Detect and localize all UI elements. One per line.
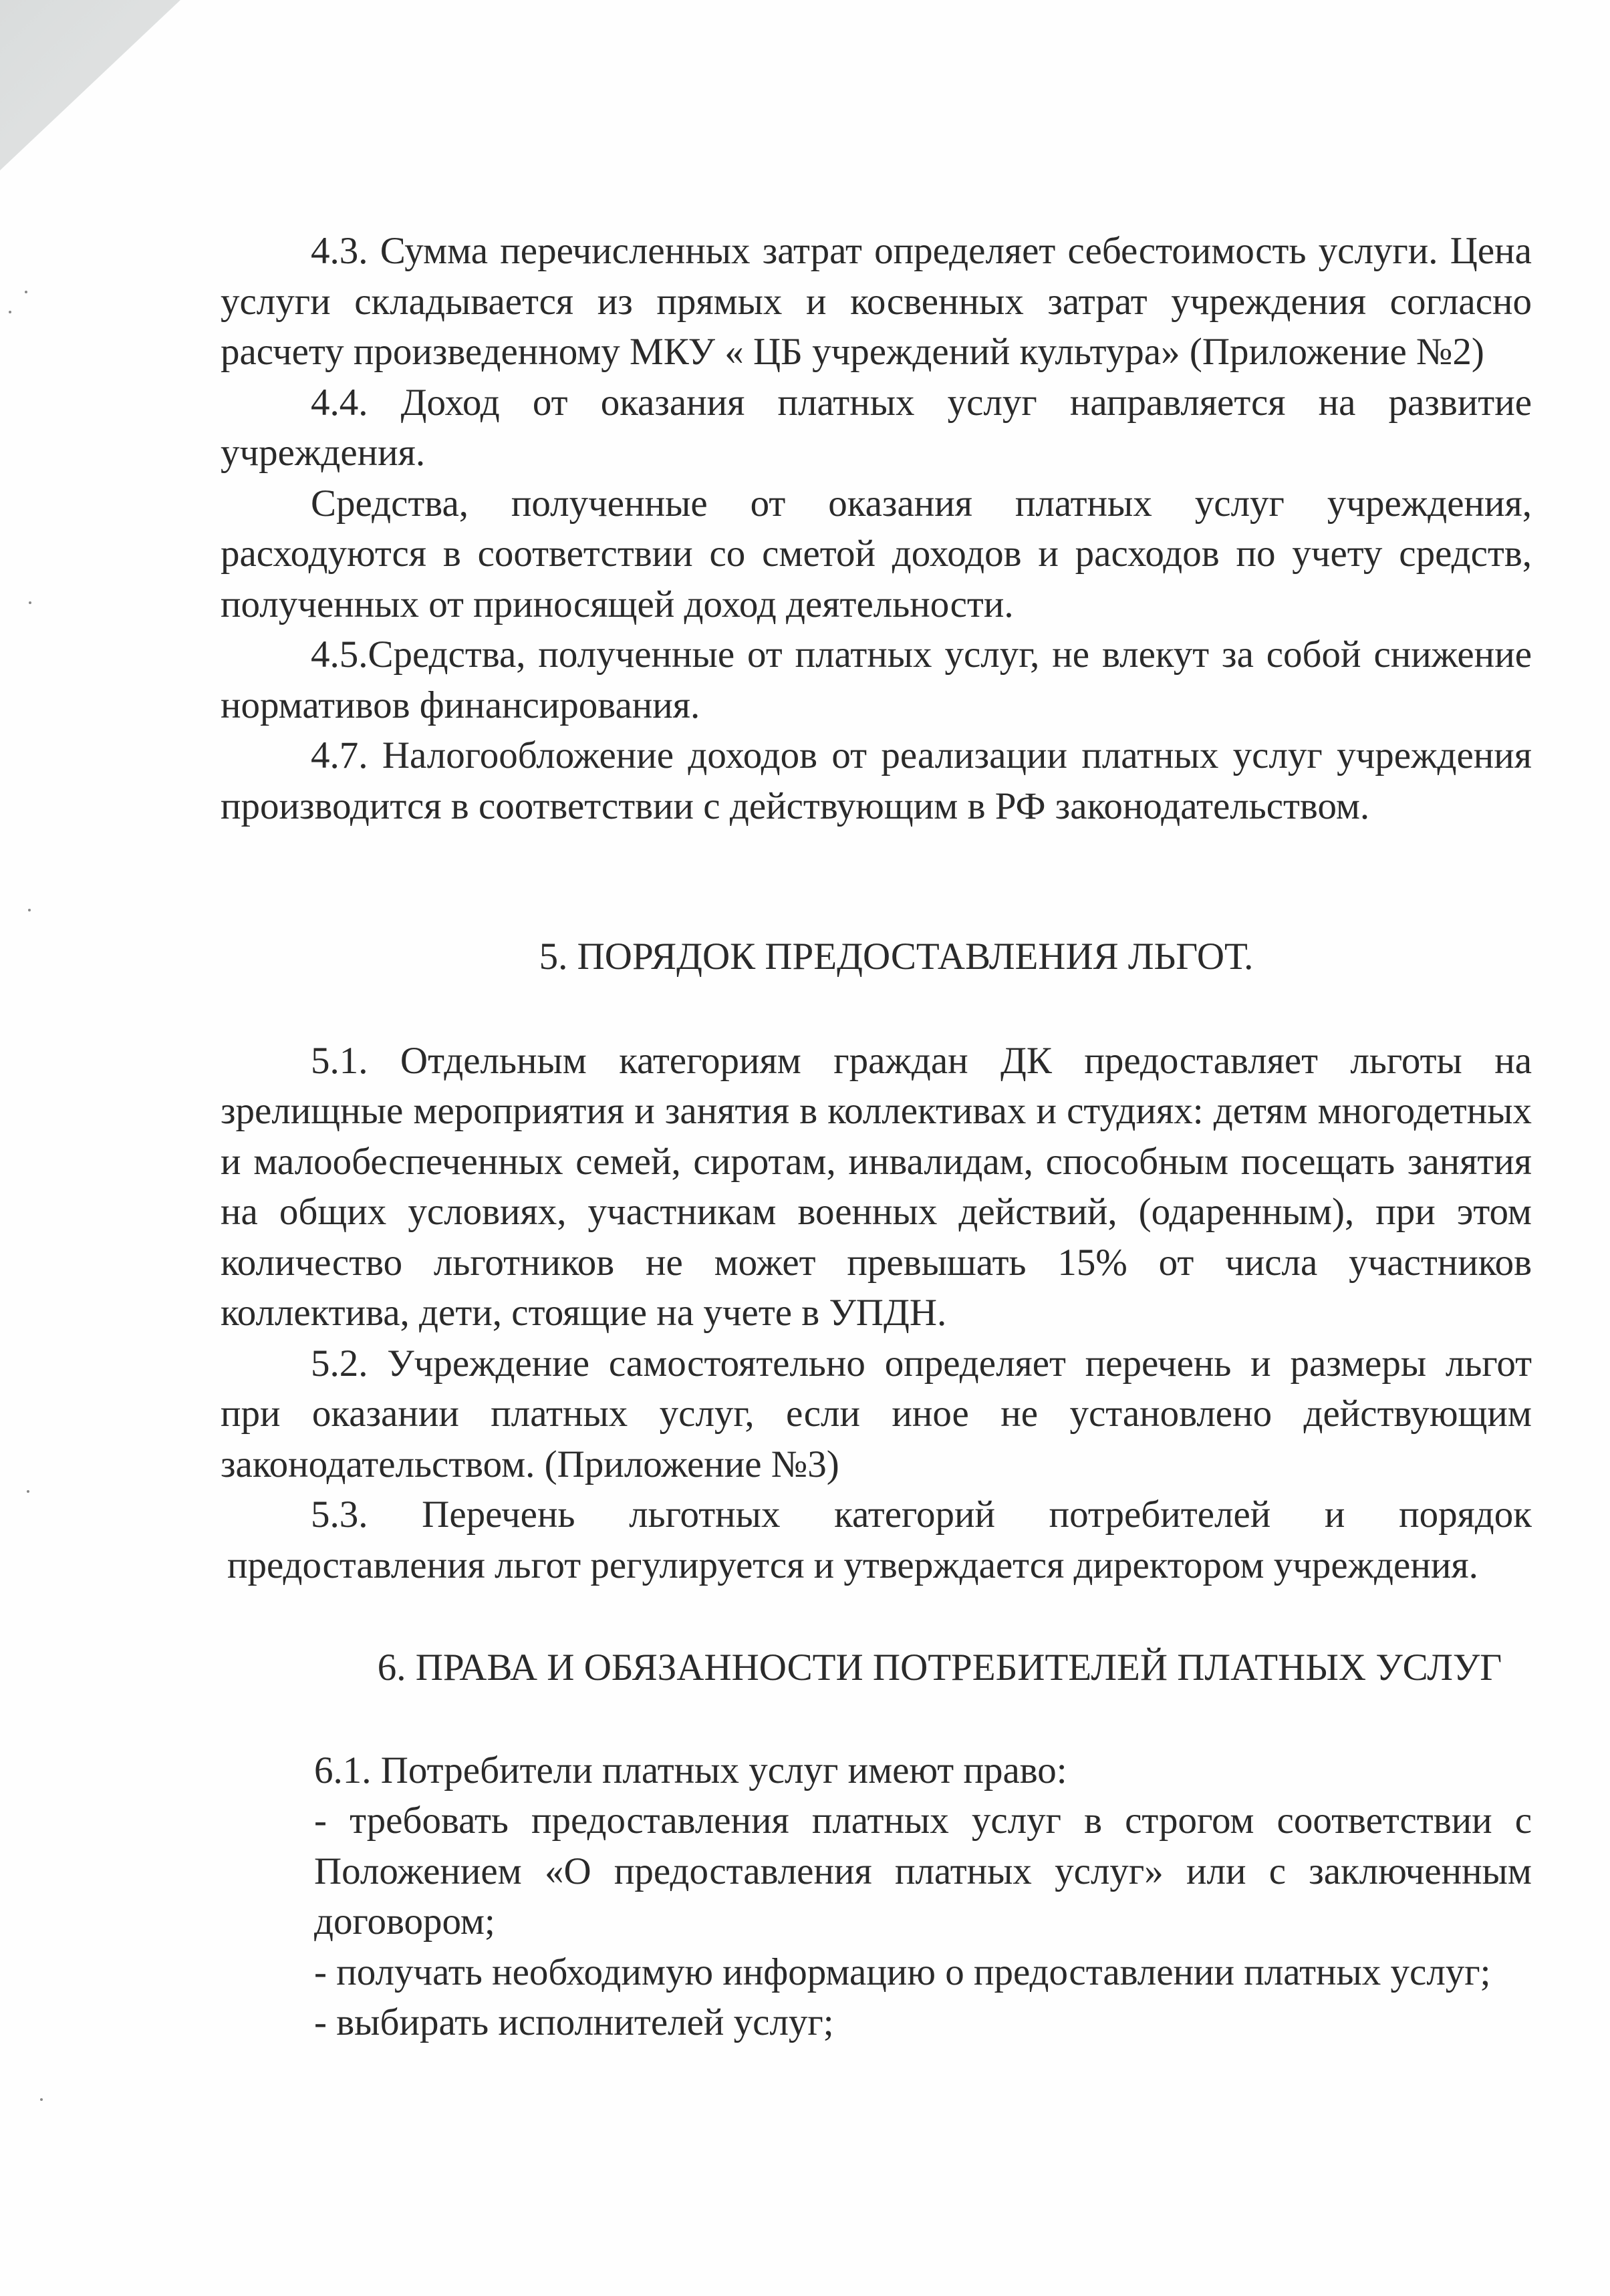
text-line: производится в соответствии с действующим в РФ законодательством. xyxy=(221,784,1370,827)
text-line: нормативов финансирования. xyxy=(221,684,700,726)
scan-speck xyxy=(29,601,31,604)
text-line: на общих условиях, участникам военных действий, (одаренным), при этом xyxy=(221,1191,1532,1233)
paragraph-4-4 xyxy=(221,378,1532,478)
text-line: коллектива, дети, стоящие на учете в УПДН. xyxy=(221,1292,947,1334)
paragraph-5-2 xyxy=(221,1338,1532,1490)
text-line: 4.3. Сумма перечисленных затрат определяет себестоимость услуги. Цена xyxy=(311,230,1532,272)
paragraph-6-1-intro: 6.1. Потребители платных услуг имеют право: xyxy=(314,1749,1067,1791)
text-line: и малообеспеченных семей, сиротам, инвалидам, способным посещать занятия xyxy=(221,1140,1532,1183)
text-line: законодательством. (Приложение №3) xyxy=(221,1443,839,1485)
paragraph-4-7 xyxy=(221,730,1532,831)
paragraph-4-3 xyxy=(221,226,1532,378)
list-item-continuation: Положением «О предоставления платных услуг» или с заключенным xyxy=(314,1850,1532,1892)
list-item: - получать необходимую информацию о предоставлении платных услуг; xyxy=(314,1951,1491,1993)
text-line: расходуются в соответствии со сметой доходов и расходов по учету средств, xyxy=(221,533,1532,575)
text-line: при оказании платных услуг, если иное не установлено действующим xyxy=(221,1393,1532,1435)
paragraph-4-4-funds xyxy=(221,478,1532,630)
list-item: - выбирать исполнителей услуг; xyxy=(314,2001,834,2043)
text-line: полученных от приносящей доход деятельности. xyxy=(221,583,1014,625)
text-line: учреждения. xyxy=(221,432,426,474)
text-line: 5.1. Отдельным категориям граждан ДК предоставляет льготы на xyxy=(311,1039,1532,1082)
text-line: 5.3. Перечень льготных категорий потребителей и порядок xyxy=(311,1493,1532,1536)
scan-speck xyxy=(25,291,27,293)
section-6-list xyxy=(221,1745,1532,2048)
text-line: 4.7. Налогообложение доходов от реализации платных услуг учреждения xyxy=(311,734,1532,776)
paragraph-5-1 xyxy=(221,1036,1532,1338)
section-5-heading: 5. ПОРЯДОК ПРЕДОСТАВЛЕНИЯ ЛЬГОТ. xyxy=(539,936,1254,978)
text-line: количество льготников не может превышать 15% от числа участников xyxy=(221,1241,1532,1284)
paragraph-4-5 xyxy=(221,629,1532,730)
scan-speck xyxy=(27,1490,29,1493)
section-6-heading: 6. ПРАВА И ОБЯЗАННОСТИ ПОТРЕБИТЕЛЕЙ ПЛАТНЫХ УСЛУГ xyxy=(377,1646,1502,1689)
text-line: расчету произведенному МКУ « ЦБ учреждений культура» (Приложение №2) xyxy=(221,331,1484,373)
list-item-continuation: договором; xyxy=(314,1900,495,1943)
text-line: зрелищные мероприятия и занятия в коллективах и студиях: детям многодетных xyxy=(221,1090,1532,1132)
scan-speck xyxy=(40,2098,43,2101)
scan-speck xyxy=(28,909,31,911)
scan-speck xyxy=(9,311,11,313)
page-corner-fold xyxy=(0,0,180,170)
document-body xyxy=(221,226,1532,2048)
text-line: предоставления льгот регулируется и утверждается директором учреждения. xyxy=(227,1544,1478,1586)
text-line: Средства, полученные от оказания платных услуг учреждения, xyxy=(311,482,1532,525)
text-line: 4.5.Средства, полученные от платных услуг, не влекут за собой снижение xyxy=(311,633,1532,676)
paragraph-5-3 xyxy=(221,1489,1532,1590)
text-line: 5.2. Учреждение самостоятельно определяет перечень и размеры льгот xyxy=(311,1342,1532,1385)
text-line: 4.4. Доход от оказания платных услуг направляется на развитие xyxy=(311,381,1532,424)
text-line: услуги складывается из прямых и косвенных затрат учреждения согласно xyxy=(221,280,1532,323)
list-item: - требовать предоставления платных услуг в строгом соответствии с xyxy=(314,1800,1532,1842)
